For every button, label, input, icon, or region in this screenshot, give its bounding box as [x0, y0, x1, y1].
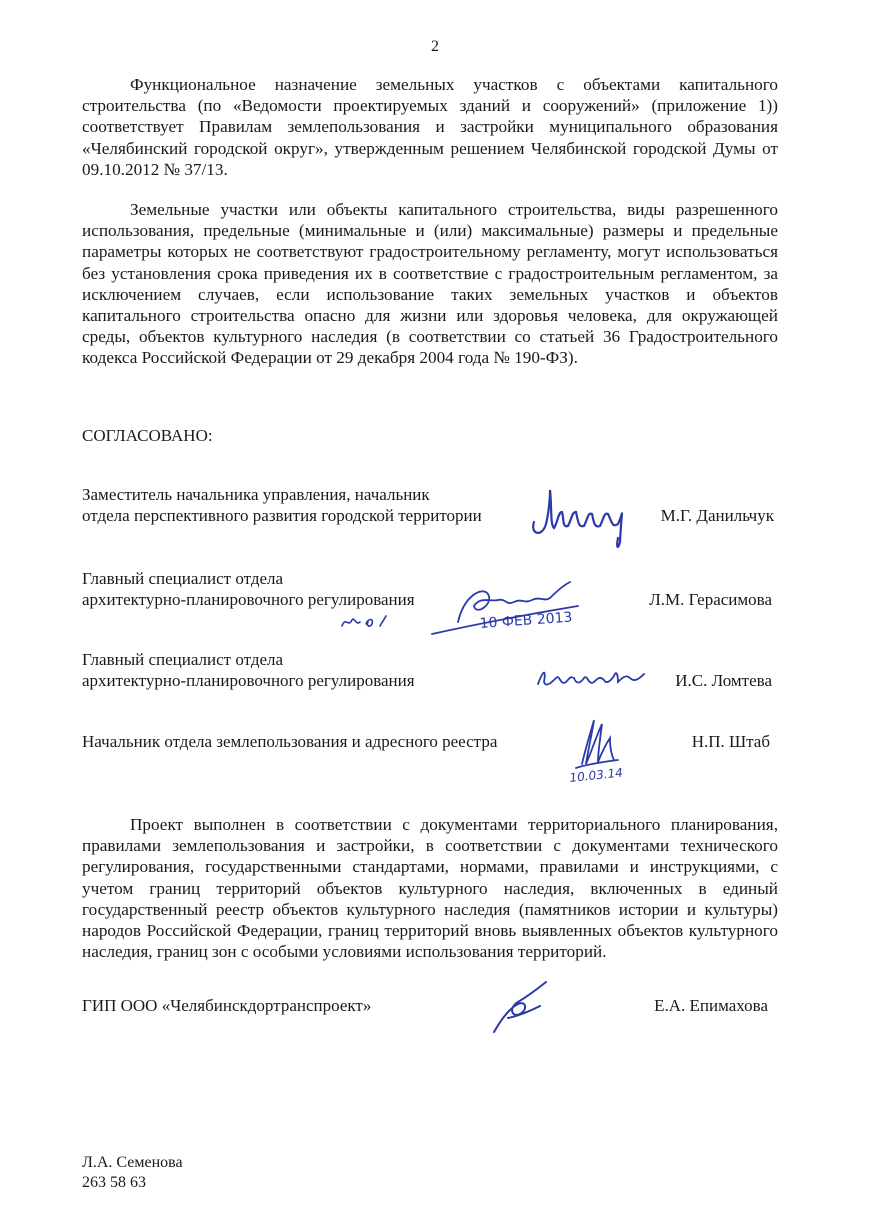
executor-name: Л.А. Семенова: [82, 1154, 183, 1171]
approval-role: [82, 649, 415, 691]
signer-name: И.С. Ломтева: [675, 671, 772, 690]
signer-name: Л.М. Герасимова: [649, 590, 772, 609]
approval-role: [82, 568, 415, 610]
approval-role: [82, 484, 482, 526]
paragraph-compliance: Проект выполнен в соответствии с документами территориального планирования, правилами землепользования и застройки, в соответствии с документами технического регулирования, государственными стандартами, нормами, правилами и инструкциями, с учетом границ территорий объектов культурного наследия, включенных в единый государственный реестр объектов культурного наследия (памятников истории и культуры) народов Российской Федерации, границ территорий вновь выявленных объектов культурного наследия, границ зон с особыми условиями использования территорий.: [82, 815, 778, 962]
handwritten-date: 10.03.14: [568, 765, 624, 785]
approval-row-danilchuk: [82, 484, 782, 526]
signature-shtab: [562, 716, 632, 788]
signature-lomteva: [534, 664, 654, 694]
paragraph-land-use: Функциональное назначение земельных участков с объектами капитального строительства (по «Ведомости проектируемых зданий и сооружений» (приложение 1)) соответствует Правилам землепользования и застройки муниципального образования «Челябинский городской округ», утвержденным решением Челябинской городской Думы от 09.10.2012 № 37/13.: [82, 75, 778, 179]
approval-heading: СОГЛАСОВАНО:: [82, 426, 213, 445]
page-number: 2: [431, 38, 439, 55]
signature-gerasimova: [428, 576, 593, 638]
stamp-date: 10 ФЕВ 2013: [479, 609, 573, 632]
chief-engineer-row: [82, 995, 782, 1016]
approval-row-lomteva: [82, 649, 782, 691]
signature-epimakhova: [488, 978, 554, 1038]
role-line: Заместитель начальника управления, начальник: [82, 485, 430, 504]
role-line: Главный специалист отдела: [82, 569, 284, 588]
executor-phone: 263 58 63: [82, 1174, 146, 1191]
role-line: архитектурно-планировочного регулирования: [82, 590, 415, 609]
signature-danilchuk: [528, 482, 638, 554]
initials-mark: [338, 610, 398, 634]
role-line: архитектурно-планировочного регулирования: [82, 671, 415, 690]
paragraph-regulations: Земельные участки или объекты капитального строительства, виды разрешенного использования, предельные (минимальные и (или) максимальные) размеры и предельные параметры которых не соответствуют градостроительному регламенту, могут использоваться без установления срока приведения их в соответствие с градостроительным регламентом, за исключением случаев, если использование таких земельных участков и объектов капитального строительства опасно для жизни или здоровья человека, для окружающей среды, объектов культурного наследия (в соответствии со статьей 36 Градостроительного кодекса Российской Федерации от 29 декабря 2004 года № 190-ФЗ).: [82, 200, 778, 368]
footer-executor: [82, 1153, 183, 1193]
role-line: Главный специалист отдела: [82, 650, 284, 669]
chief-engineer-role: ГИП ООО «Челябинскдортранспроект»: [82, 996, 372, 1015]
signer-name: М.Г. Данильчук: [660, 506, 774, 525]
role-line: отдела перспективного развития городской территории: [82, 506, 482, 525]
chief-engineer-name: Е.А. Епимахова: [654, 996, 768, 1015]
signer-name: Н.П. Штаб: [691, 732, 770, 751]
approval-role: Начальник отдела землепользования и адресного реестра: [82, 732, 498, 751]
approval-row-shtab: [82, 731, 782, 752]
